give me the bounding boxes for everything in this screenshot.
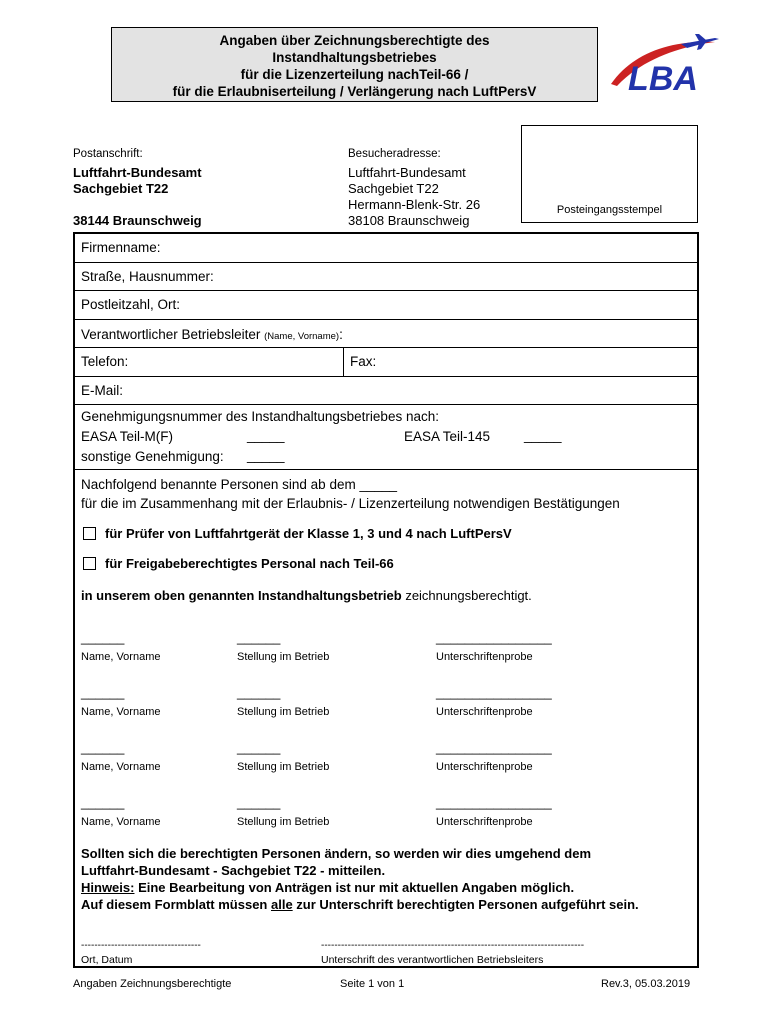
title-line-2: Instandhaltungsbetriebes — [272, 50, 437, 65]
checkbox-freigabe[interactable] — [83, 557, 96, 570]
visitor-line-2: Sachgebiet T22 — [348, 181, 439, 196]
option-freigabe-label: für Freigabeberechtigtes Personal nach Teil-66 — [105, 556, 394, 571]
nachfolgend-label: Nachfolgend benannte Personen sind ab dem — [81, 477, 356, 492]
in-unserem-text — [81, 588, 532, 603]
title-line-1: Angaben über Zeichnungsberechtigte des — [219, 33, 490, 48]
footer-document-name: Angaben Zeichnungsberechtigte — [73, 978, 232, 990]
notice-4c: zur Unterschrift berechtigten Personen aufgeführt sein. — [292, 897, 639, 912]
name-field-4[interactable]: ______ — [81, 795, 125, 810]
row-firmenname[interactable] — [75, 234, 697, 263]
row-email[interactable] — [75, 377, 697, 405]
leiter-signature-label: Unterschrift des verantwortlichen Betriebsleiters — [321, 954, 544, 966]
postal-line-2: Sachgebiet T22 — [73, 181, 169, 196]
telefon-label: Telefon: — [81, 354, 129, 369]
visitor-label: Besucheradresse: — [348, 148, 441, 160]
postal-address — [73, 146, 202, 229]
unterschrift-label-3: Unterschriftenprobe — [436, 761, 533, 773]
unterschrift-field-2[interactable]: ________________ — [436, 685, 552, 700]
visitor-line-4: 38108 Braunschweig — [348, 213, 470, 228]
stellung-field-1[interactable]: ______ — [237, 630, 281, 645]
unterschrift-field-3[interactable]: ________________ — [436, 740, 552, 755]
email-label: E-Mail: — [81, 383, 124, 398]
logo-text: LBA — [628, 60, 698, 96]
name-label-2: Name, Vorname — [81, 706, 161, 718]
row-genehmigung — [75, 405, 697, 470]
plz-label: Postleitzahl, Ort: — [81, 297, 181, 312]
easa-145-label: EASA Teil-145 — [404, 429, 491, 444]
unterschrift-label-1: Unterschriftenprobe — [436, 651, 533, 663]
in-unserem-bold: in unserem oben genannten Instandhaltungsbetrieb — [81, 588, 402, 603]
name-label-4: Name, Vorname — [81, 816, 161, 828]
visitor-line-1: Luftfahrt-Bundesamt — [348, 165, 466, 180]
in-unserem-rest: zeichnungsberechtigt. — [401, 588, 532, 603]
easa-145-field[interactable]: _____ — [524, 428, 562, 443]
row-plz[interactable] — [75, 291, 697, 320]
notice-line-2: Luftfahrt-Bundesamt - Sachgebiet T22 - mitteilen. — [81, 863, 386, 878]
unterschrift-label-4: Unterschriftenprobe — [436, 816, 533, 828]
checkbox-pruefer[interactable] — [83, 527, 96, 540]
name-label-3: Name, Vorname — [81, 761, 161, 773]
unterschrift-field-4[interactable]: ________________ — [436, 795, 552, 810]
footer-revision: Rev.3, 05.03.2019 — [601, 978, 691, 990]
betriebsleiter-hint: (Name, Vorname) — [264, 331, 340, 342]
stellung-label-4: Stellung im Betrieb — [237, 816, 330, 828]
stamp-box — [521, 125, 698, 223]
betriebsleiter-colon: : — [339, 327, 343, 342]
notice-4b: alle — [270, 897, 293, 912]
row-telefon-fax — [75, 348, 697, 377]
signature-row-4 — [75, 795, 697, 835]
lba-logo — [603, 32, 723, 96]
hinweis-text: Eine Bearbeitung von Anträgen ist nur mit aktuellen Angaben möglich. — [134, 880, 575, 895]
option-pruefer-label: für Prüfer von Luftfahrtgerät der Klasse 1, 3 und 4 nach LuftPersV — [105, 526, 512, 541]
title-line-3: für die Lizenzerteilung nachTeil-66 / — [240, 67, 469, 82]
stamp-label: Posteingangsstempel — [556, 204, 663, 216]
notice-4a: Auf diesem Formblatt müssen — [81, 897, 271, 912]
stellung-label-1: Stellung im Betrieb — [237, 651, 330, 663]
sonstige-label: sonstige Genehmigung: — [81, 449, 224, 464]
option-pruefer[interactable] — [83, 526, 512, 541]
sonstige-field[interactable]: _____ — [247, 448, 285, 463]
option-freigabe[interactable] — [83, 556, 394, 571]
row-strasse[interactable] — [75, 263, 697, 291]
postal-line-1: Luftfahrt-Bundesamt — [73, 165, 202, 180]
fuer-die-text: für die im Zusammenhang mit der Erlaubnis- / Lizenzerteilung notwendigen Bestätigungen — [81, 496, 620, 511]
signature-row-3 — [75, 740, 697, 780]
notice-line-3 — [81, 879, 639, 896]
betriebsleiter-text: Verantwortlicher Betriebsleiter — [81, 327, 261, 342]
notice-line-4 — [81, 896, 639, 913]
stellung-field-2[interactable]: ______ — [237, 685, 281, 700]
notice-line-1: Sollten sich die berechtigten Personen ändern, so werden wir dies umgehend dem — [81, 846, 592, 861]
leiter-signature-field[interactable]: ------------------------------------------------------------------------------- — [321, 940, 585, 951]
telefon-fax-divider — [343, 348, 344, 376]
name-field-1[interactable]: ______ — [81, 630, 125, 645]
stellung-label-3: Stellung im Betrieb — [237, 761, 330, 773]
unterschrift-label-2: Unterschriftenprobe — [436, 706, 533, 718]
form-frame — [73, 232, 699, 968]
form-title — [111, 27, 598, 102]
ort-datum-field[interactable]: ------------------------------------ — [81, 940, 201, 951]
hinweis-label: Hinweis: — [81, 880, 135, 895]
stellung-field-4[interactable]: ______ — [237, 795, 281, 810]
strasse-label: Straße, Hausnummer: — [81, 269, 214, 284]
visitor-line-3: Hermann-Blenk-Str. 26 — [348, 197, 481, 212]
fax-label: Fax: — [350, 354, 377, 369]
betriebsleiter-label — [81, 327, 343, 342]
postal-label: Postanschrift: — [73, 148, 143, 160]
signature-row-1 — [75, 630, 697, 670]
row-betriebsleiter[interactable] — [75, 320, 697, 348]
unterschrift-field-1[interactable]: ________________ — [436, 630, 552, 645]
name-field-2[interactable]: ______ — [81, 685, 125, 700]
stellung-label-2: Stellung im Betrieb — [237, 706, 330, 718]
footer-page-number: Seite 1 von 1 — [340, 978, 405, 990]
name-label-1: Name, Vorname — [81, 651, 161, 663]
stellung-field-3[interactable]: ______ — [237, 740, 281, 755]
postal-line-3: 38144 Braunschweig — [73, 213, 202, 228]
signature-row-2 — [75, 685, 697, 725]
firmenname-label: Firmenname: — [81, 240, 161, 255]
title-line-4: für die Erlaubniserteilung / Verlängerung nach LuftPersV — [172, 84, 537, 99]
nachfolgend-text — [81, 477, 397, 492]
name-field-3[interactable]: ______ — [81, 740, 125, 755]
easa-m-field[interactable]: _____ — [247, 428, 285, 443]
notice-block — [81, 845, 639, 913]
easa-m-label: EASA Teil-M(F) — [81, 429, 174, 444]
visitor-address — [348, 146, 480, 229]
ab-datum-field[interactable]: _____ — [359, 477, 398, 492]
genehmigung-label: Genehmigungsnummer des Instandhaltungsbetriebes nach: — [81, 409, 439, 424]
ort-datum-label: Ort, Datum — [81, 954, 133, 966]
